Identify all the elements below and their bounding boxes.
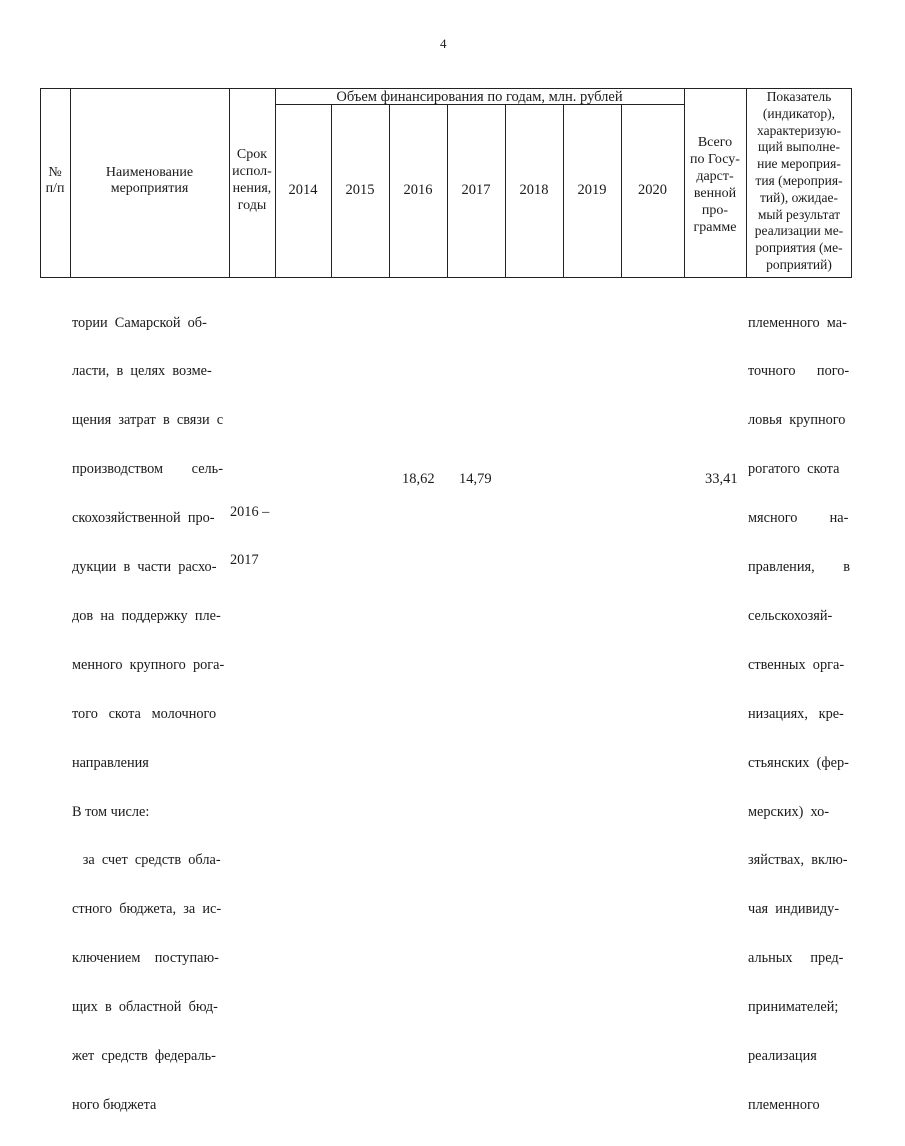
name-line: скохозяйственной про- (72, 510, 215, 527)
header-indicator-line: ние мероприя- (757, 156, 841, 172)
indicator-line: точного пого- (748, 363, 850, 380)
indicator-line: племенного (748, 1096, 820, 1113)
row-name-text (72, 282, 224, 1146)
header-term (229, 146, 275, 214)
value-2017: 14,79 (459, 471, 492, 487)
name-line: ключением поступаю- (72, 950, 219, 967)
name-line: щих в областной бюд- (72, 999, 218, 1016)
header-indicator-line: роприятия (ме- (755, 240, 843, 256)
year-2014: 2014 (288, 182, 318, 198)
name-line: жет средств федераль- (72, 1047, 216, 1064)
name-line: В том числе: (72, 803, 150, 820)
name-line: того скота молочного (72, 705, 217, 722)
header-total-line: про- (701, 203, 729, 218)
header-term-line: испол- (232, 164, 272, 179)
header-name-line: Наименование (105, 165, 194, 180)
value-2016: 18,62 (402, 471, 435, 487)
header-number-line: п/п (45, 181, 65, 196)
header-total (684, 134, 746, 236)
indicator-line: реализация (748, 1047, 817, 1064)
header-indicator-line: реализации ме- (754, 223, 844, 239)
header-indicator-line: (индикатор), (762, 105, 836, 121)
term-line: 2017 (230, 552, 259, 569)
value-total: 33,41 (705, 471, 738, 487)
indicator-line: ственных орга- (748, 656, 845, 673)
page-number: 4 (440, 36, 447, 51)
header-indicator-line: Показатель (766, 89, 832, 104)
header-number-line: № (48, 165, 62, 180)
indicator-line: принимателей; (748, 999, 839, 1016)
name-line: производством сель- (72, 461, 223, 478)
year-2017: 2017 (461, 182, 491, 198)
indicator-line: альных пред- (748, 950, 844, 967)
header-bottom-border (40, 277, 852, 278)
indicator-line: стьянских (фер- (748, 754, 849, 771)
name-line: ного бюджета (72, 1096, 157, 1113)
indicator-line: зяйствах, вклю- (748, 852, 848, 869)
indicator-line: ловья крупного (748, 412, 846, 429)
name-line: ласти, в целях возме- (72, 363, 212, 380)
indicator-line: низациях, кре- (748, 705, 844, 722)
name-line: менного крупного рога- (72, 656, 225, 673)
name-line: щения затрат в связи с (72, 412, 224, 429)
header-indicator-line: тия (мероприя- (755, 172, 843, 188)
header-total-line: венной (693, 186, 737, 201)
header-indicator-line: тий), ожидае- (760, 189, 838, 205)
year-2018: 2018 (519, 182, 549, 198)
name-line: направления (72, 754, 149, 771)
header-term-line: Срок (236, 147, 268, 162)
header-term-line: годы (237, 198, 267, 213)
name-line: тории Самарской об- (72, 314, 207, 331)
header-name-line: мероприятия (110, 181, 189, 196)
header-total-line: грамме (693, 220, 737, 235)
indicator-line: племенного ма- (748, 314, 847, 331)
header-indicator-line: щий выполне- (758, 139, 840, 155)
name-line: стного бюджета, за ис- (72, 901, 222, 918)
indicator-line: мерских) хо- (748, 803, 830, 820)
header-total-line: по Госу- (690, 152, 740, 167)
header-indicator (746, 89, 852, 274)
header-indicator-line: роприятий) (766, 256, 832, 272)
indicator-line: правления, в (748, 559, 850, 576)
header-indicator-line: мый результат (757, 206, 841, 222)
indicator-line: рогатого скота (748, 461, 840, 478)
year-2020: 2020 (638, 182, 667, 198)
header-total-line: Всего (697, 135, 733, 150)
term-line: 2016 – (230, 503, 270, 520)
indicator-line: чая индивиду- (748, 901, 840, 918)
row-term (230, 471, 269, 601)
name-line: за счет средств обла- (72, 852, 221, 869)
header-term-line: нения, (232, 181, 272, 196)
year-2016: 2016 (403, 182, 433, 198)
header-total-line: дарст- (696, 169, 734, 184)
header-indicator-line: характеризую- (757, 122, 841, 138)
header-number (40, 165, 70, 197)
header-name (70, 165, 229, 197)
name-line: дов на поддержку пле- (72, 607, 221, 624)
year-2019: 2019 (577, 182, 607, 198)
header-funding: Объем финансирования по годам, млн. рублей (336, 89, 623, 105)
indicator-line: мясного на- (748, 510, 849, 527)
year-2015: 2015 (345, 182, 375, 198)
name-line: дукции в части расхо- (72, 559, 217, 576)
indicator-line: сельскохозяй- (748, 607, 833, 624)
row-indicator-text (748, 282, 850, 1146)
